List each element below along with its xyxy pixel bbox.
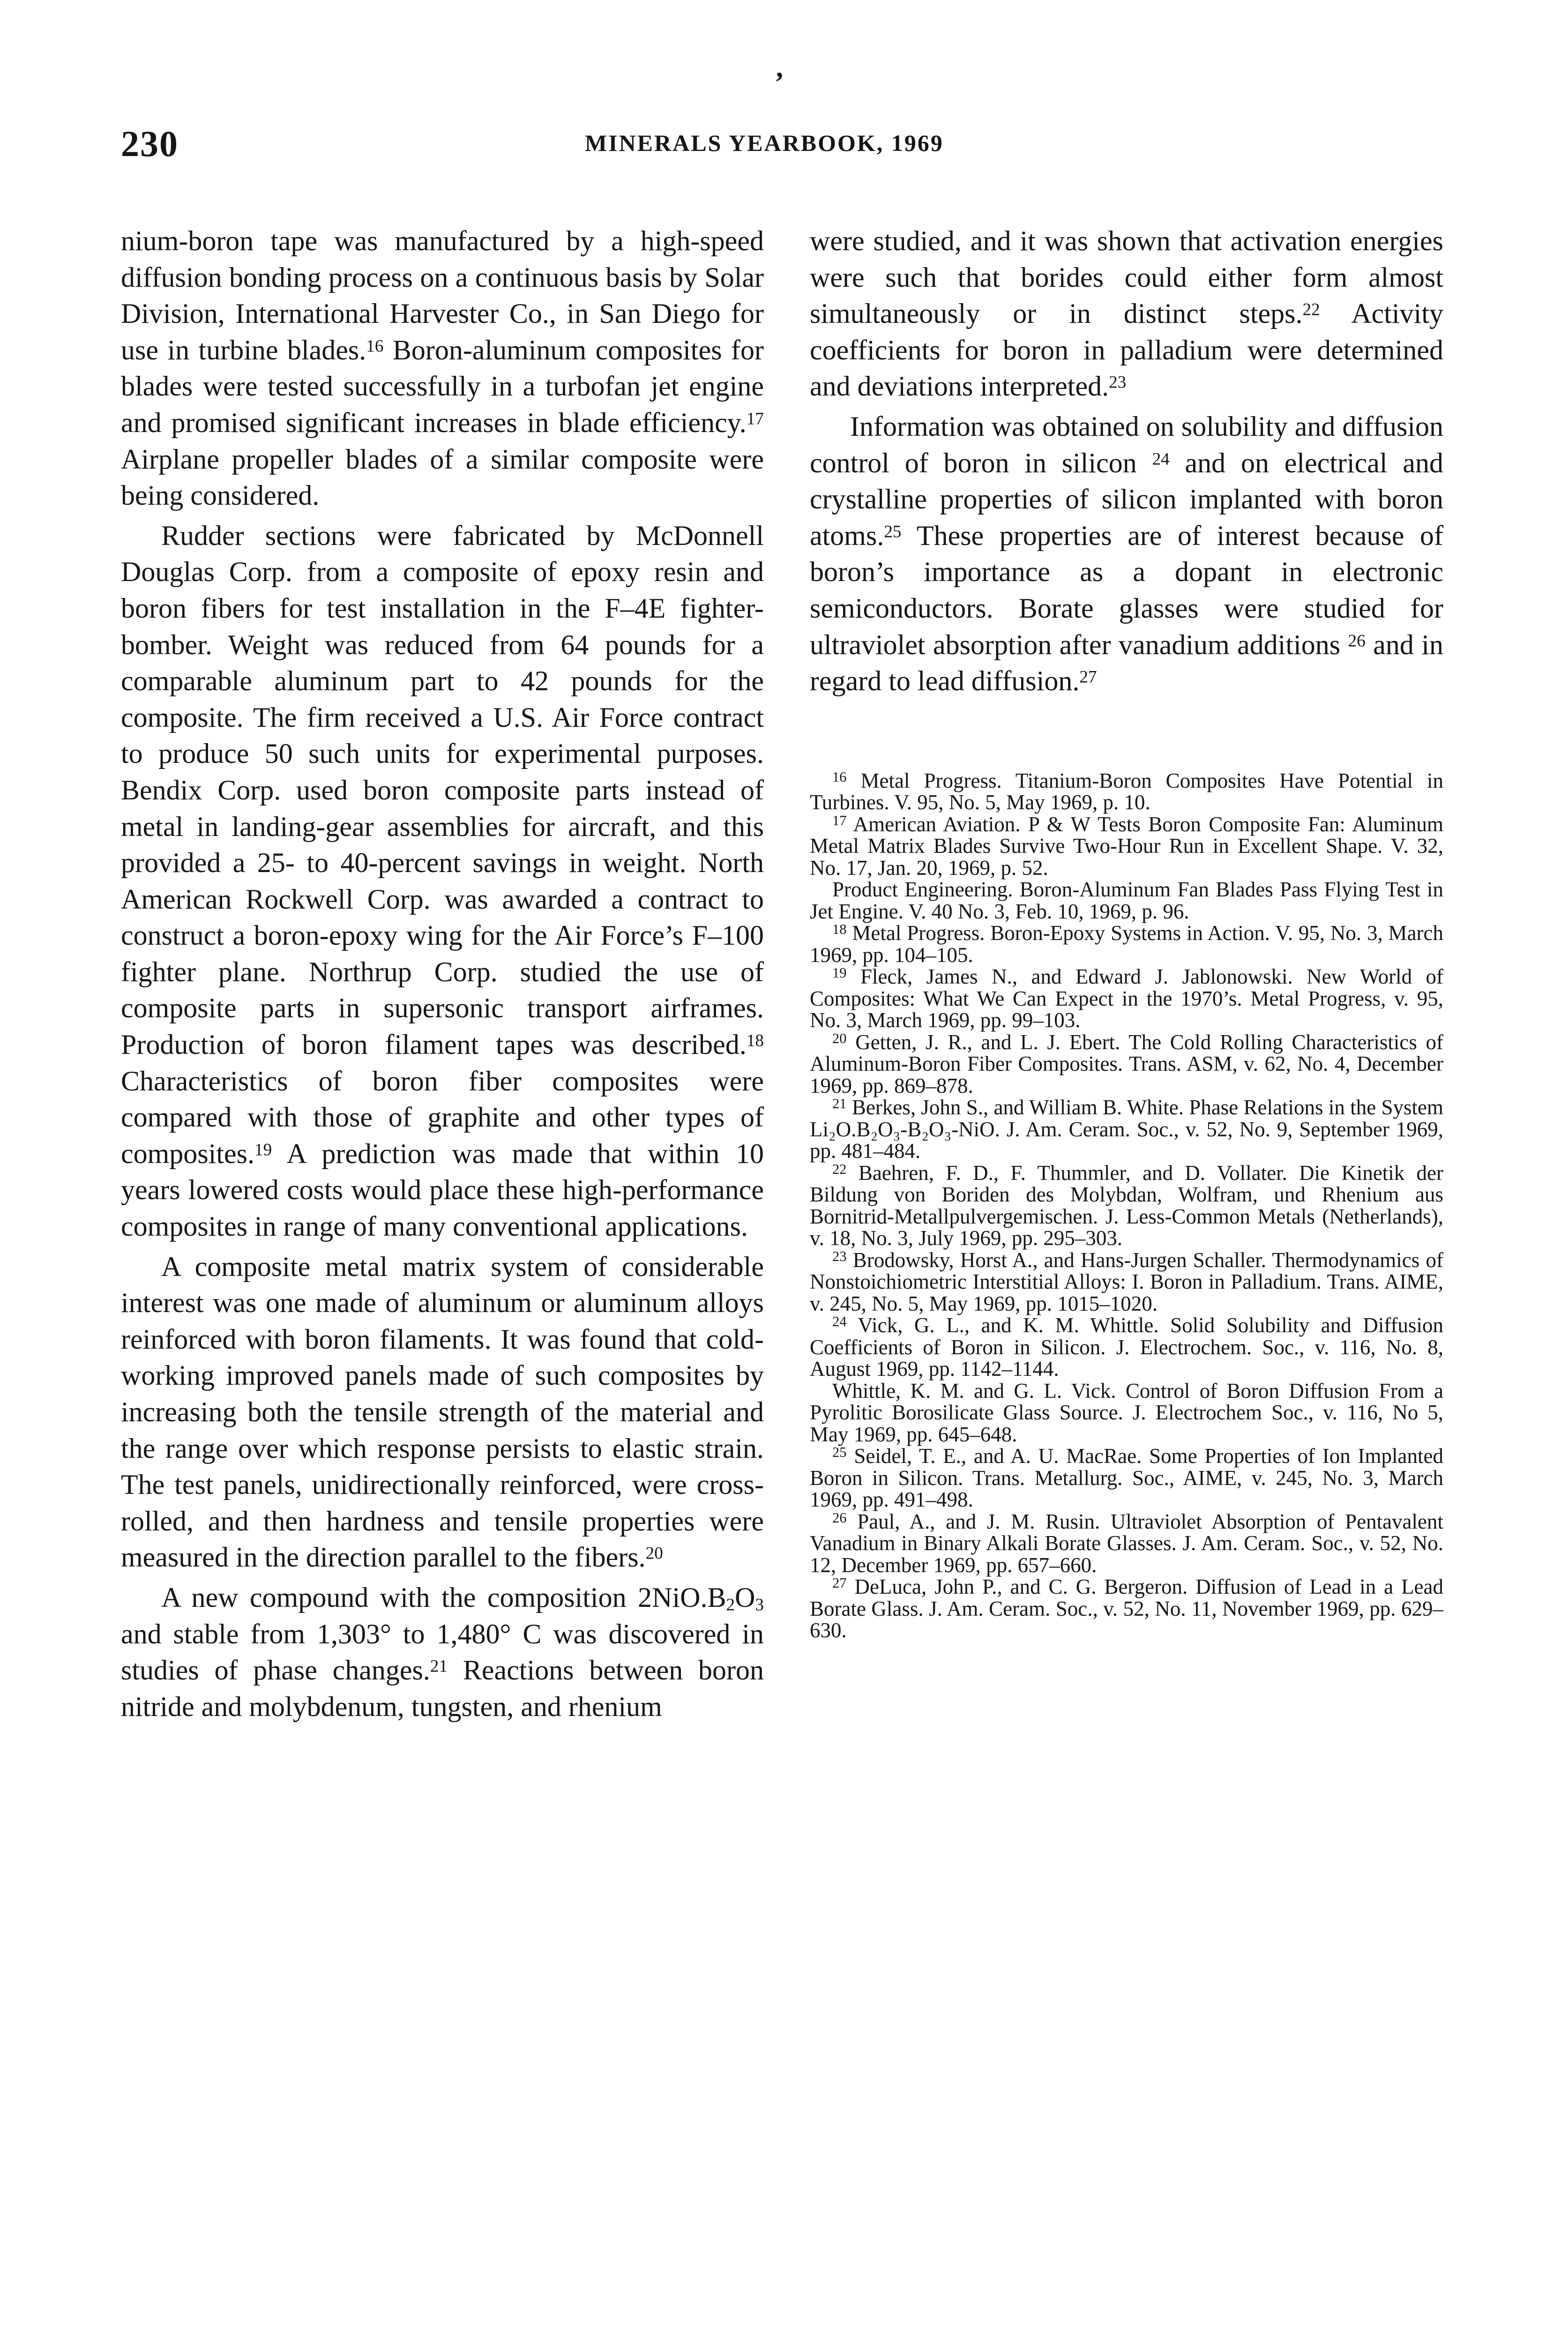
footnote-mark: 21 [832, 1096, 847, 1112]
footnote-ref: 17 [746, 409, 764, 429]
footnote [810, 813, 1443, 879]
footnote-text: Berkes, John S., and William B. White. Phase Relations in the System Li₂O.B₂O₃-B₂O₃-NiO. J. Am. Ceram. Soc., v. 52, No. 9, September 1969, pp. 481–484. [810, 1096, 1443, 1163]
footnote-mark: 25 [832, 1444, 847, 1461]
footnote-text: DeLuca, John P., and C. G. Bergeron. Diffusion of Lead in a Lead Borate Glass. J. Am. Ceram. Soc., v. 52, No. 11, November 1969, pp. 629–630. [810, 1575, 1443, 1642]
right-paragraph-2 [810, 409, 1443, 700]
footnote-mark: 23 [832, 1248, 847, 1264]
running-title: MINERALS YEARBOOK, 1969 [585, 130, 944, 156]
footnote-mark: 18 [832, 921, 847, 938]
footnote-mark: 26 [832, 1509, 847, 1526]
footnote-ref: 26 [1348, 631, 1366, 650]
stray-mark: , [776, 52, 783, 83]
paragraph-text: Activity coefficients for boron in palladium were determined and deviations interpreted. [810, 298, 1443, 402]
subscript: 3 [755, 1595, 764, 1615]
footnote-mark: 24 [832, 1313, 847, 1330]
paragraph-text: and on electrical and crystalline properties of silicon implanted with boron atoms. [810, 447, 1444, 551]
right-column [810, 223, 1443, 1642]
paragraph-text: Airplane propeller blades of a similar composite were being considered. [121, 443, 764, 511]
paragraph-text: These properties are of interest because of boron’s importance as a dopant in electronic semiconductors. Borate glasses were studied for ultraviolet absorption after vanadium additions [810, 520, 1443, 660]
footnote [810, 1576, 1443, 1642]
footnote-ref: 25 [884, 522, 902, 542]
paragraph-text: nium-boron tape was manufactured by a high-speed diffusion bonding process on a continuous basis by Solar Division, International Harvester Co., in San Diego for use in turbine blades. [121, 225, 764, 366]
footnote-text: Product Engineering. Boron-Aluminum Fan Blades Pass Flying Test in Jet Engine. V. 40 No. 3, Feb. 10, 1969, p. 96. [810, 878, 1443, 923]
footnote-ref: 20 [645, 1544, 663, 1563]
paragraph-text: Boron-aluminum composites for blades were tested successfully in a turbofan jet engine and promised significant increases in blade efficiency. [121, 334, 764, 438]
footnote-text: Whittle, K. M. and G. L. Vick. Control of Boron Diffusion From a Pyrolitic Borosilicate Glass Source. J. Electrochem Soc., v. 116, No 5, May 1969, pp. 645–648. [810, 1379, 1443, 1446]
paragraph-text: O [735, 1582, 755, 1613]
footnote-text: Vick, G. L., and K. M. Whittle. Solid Solubility and Diffusion Coefficients of Boron in Silicon. J. Electrochem. Soc., v. 116, No. 8, August 1969, pp. 1142–1144. [810, 1313, 1443, 1381]
paragraph-text: Rudder sections were fabricated by McDonnell Douglas Corp. from a composite of epoxy resin and boron fibers for test installation in the F–4E fighter-bomber. Weight was reduced from 64 pounds for a comparable aluminum part to 42 pounds for the composite. The firm received a U.S. Air Force contract to produce 50 such units for experimental purposes. Bendix Corp. used boron composite parts instead of metal in landing-gear assemblies for aircraft, and this provided a 25- to 40-percent savings in weight. North American Rockwell Corp. was awarded a contract to construct a boron-epoxy wing for the Air Force’s F–100 fighter plane. Northrup Corp. studied the use of composite parts in supersonic transport airframes. Production of boron filament tapes was described. [121, 520, 764, 1060]
left-paragraph-3 [121, 1249, 764, 1576]
left-paragraph-2 [121, 518, 764, 1245]
footnote [810, 1162, 1443, 1249]
footnote-ref: 22 [1302, 300, 1320, 320]
footnote-ref: 24 [1152, 449, 1170, 469]
footnote-ref: 19 [254, 1140, 272, 1160]
footnotes [810, 770, 1443, 1642]
left-column [121, 223, 764, 1725]
footnote-text: Getten, J. R., and L. J. Ebert. The Cold Rolling Characteristics of Aluminum-Boron Fiber Composites. Trans. ASM, v. 62, No. 4, December 1969, pp. 869–878. [810, 1030, 1443, 1097]
footnote-ref: 18 [746, 1031, 764, 1051]
footnote [810, 879, 1443, 922]
footnote-text: American Aviation. P & W Tests Boron Composite Fan: Aluminum Metal Matrix Blades Survive Two-Hour Run in Excellent Shape. V. 32, No. 17, Jan. 20, 1969, p. 52. [810, 812, 1443, 880]
footnote-text: Brodowsky, Horst A., and Hans-Jurgen Schaller. Thermodynamics of Nonstoichiometric Interstitial Alloys: I. Boron in Palladium. Trans. AIME, v. 245, No. 5, May 1969, pp. 1015–1020. [810, 1248, 1443, 1315]
paragraph-text: Information was obtained on solubility and diffusion control of boron in silicon [810, 410, 1443, 478]
footnote-ref: 16 [366, 336, 384, 356]
left-paragraph-1 [121, 223, 764, 514]
paragraph-text: Reactions between boron nitride and molybdenum, tungsten, and rhenium [121, 1655, 764, 1722]
footnote-text: Metal Progress. Boron-Epoxy Systems in Action. V. 95, No. 3, March 1969, pp. 104–105. [810, 921, 1443, 967]
footnote [810, 922, 1443, 966]
left-paragraph-4 [121, 1580, 764, 1725]
right-paragraph-1 [810, 223, 1443, 405]
footnote [810, 1097, 1443, 1162]
paragraph-text: A composite metal matrix system of considerable interest was one made of aluminum or aluminum alloys reinforced with boron filaments. It was found that cold-working improved panels made of such composites by increasing both the tensile strength of the material and the range over which response persists to elastic strain. The test panels, unidirectionally reinforced, were cross-rolled, and then hardness and tensile properties were measured in the direction parallel to the fibers. [121, 1251, 764, 1573]
footnote-text: Seidel, T. E., and A. U. MacRae. Some Properties of Ion Implanted Boron in Silicon. Trans. Metallurg. Soc., AIME, v. 245, No. 3, March 1969, pp. 491–498. [810, 1444, 1443, 1512]
footnote-ref: 23 [1109, 373, 1127, 392]
paragraph-text: were studied, and it was shown that activation energies were such that borides could either form almost simultaneously or in distinct steps. [810, 225, 1443, 329]
paragraph-text: A prediction was made that within 10 years lowered costs would place these high-performance composites in range of many conventional applications. [121, 1138, 764, 1242]
footnote-mark: 20 [832, 1030, 847, 1046]
footnote [810, 1511, 1443, 1576]
footnote-ref: 27 [1079, 667, 1097, 687]
footnote-mark: 19 [832, 965, 847, 981]
footnote [810, 1031, 1443, 1097]
footnote [810, 966, 1443, 1031]
footnote-text: Baehren, F. D., F. Thummler, and D. Vollater. Die Kinetik der Bildung von Boriden des Molybdan, Wolfram, und Rhenium aus Bornitrid-Metallpulvergemischen. J. Less-Common Metals (Netherlands), v. 18, No. 3, July 1969, pp. 295–303. [810, 1161, 1443, 1250]
footnote-mark: 17 [832, 812, 847, 828]
footnote-text: Metal Progress. Titanium-Boron Composites Have Potential in Turbines. V. 95, No. 5, May 1969, p. 10. [810, 769, 1443, 814]
footnote-ref: 21 [430, 1657, 448, 1676]
footnote-mark: 16 [832, 769, 847, 785]
footnote [810, 770, 1443, 813]
footnote-mark: 22 [832, 1161, 847, 1177]
footnote-mark: 27 [832, 1575, 847, 1591]
paragraph-text: A new compound with the composition 2NiO.B [161, 1582, 726, 1613]
subscript: 2 [726, 1595, 735, 1615]
paragraph-text: and in regard to lead diffusion. [810, 629, 1443, 697]
footnote [810, 1249, 1443, 1315]
paragraph-text: Characteristics of boron fiber composites were compared with those of graphite and other types of composites. [121, 1065, 764, 1169]
footnote [810, 1445, 1443, 1511]
footnote [810, 1314, 1443, 1380]
footnote-text: Fleck, James N., and Edward J. Jablonowski. New World of Composites: What We Can Expect in the 1970’s. Metal Progress, v. 95, No. 3, March 1969, pp. 99–103. [810, 965, 1443, 1032]
footnote [810, 1380, 1443, 1446]
paragraph-text: and stable from 1,303° to 1,480° C was discovered in studies of phase changes. [121, 1618, 764, 1686]
page-number: 230 [121, 123, 179, 164]
footnote-text: Paul, A., and J. M. Rusin. Ultraviolet Absorption of Pentavalent Vanadium in Binary Alkali Borate Glasses. J. Am. Ceram. Soc., v. 52, No. 12, December 1969, pp. 657–660. [810, 1509, 1443, 1577]
